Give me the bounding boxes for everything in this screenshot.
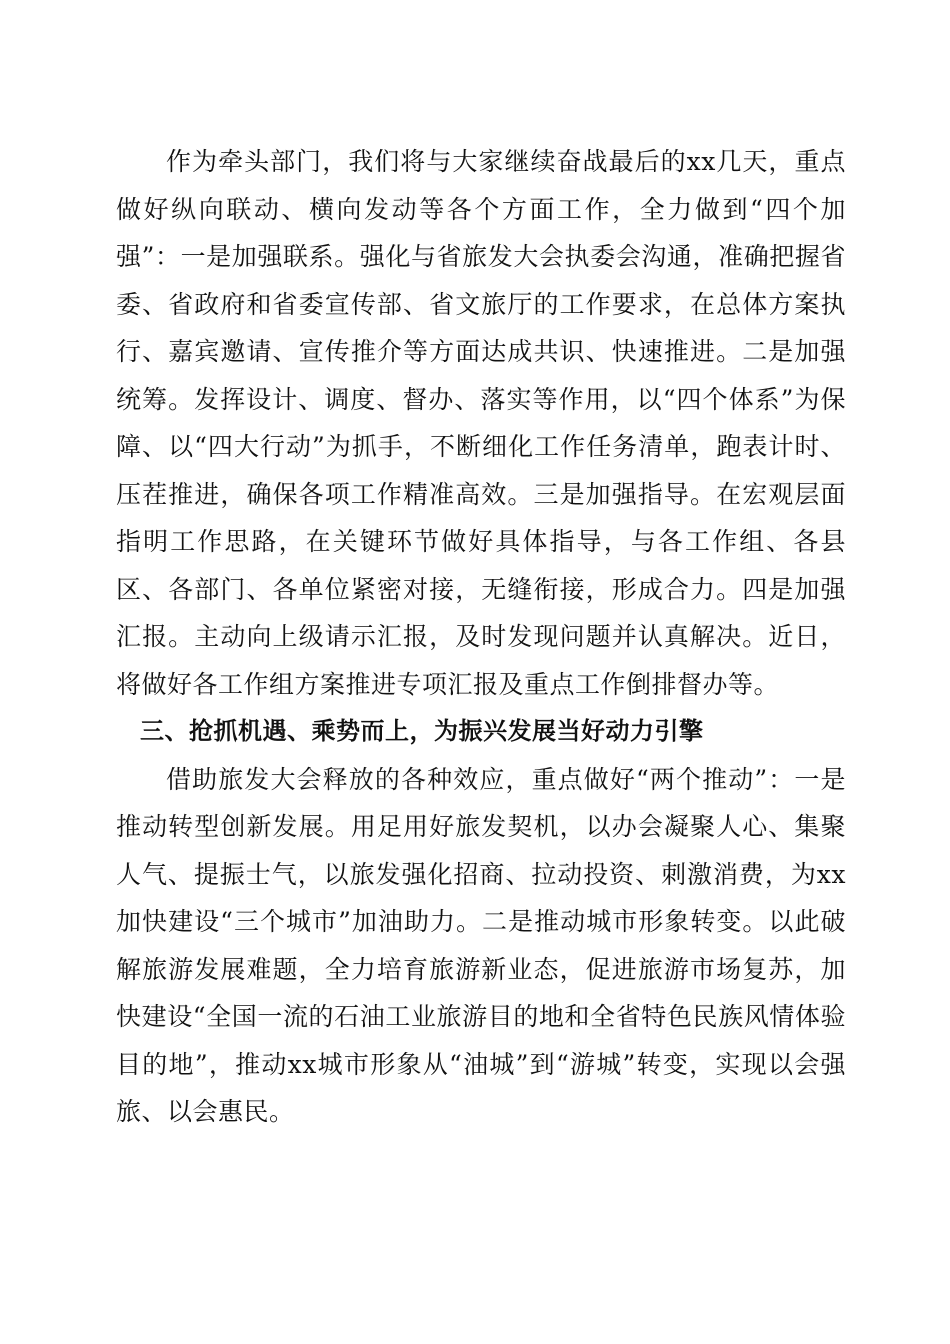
paragraph-four-strengthenings: 作为牵头部门，我们将与大家继续奋战最后的xx几天，重点做好纵向联动、横向发动等各个方面工作，全力做到“四个加强”：一是加强联系。强化与省旅发大会执委会沟通，准确把握省委、省政府和省委宣传部、省文旅厅的工作要求，在总体方案执行、嘉宾邀请、宣传推介等方面达成共识、快速推进。二是加强统筹。发挥设计、调度、督办、落实等作用，以“四个体系”为保障、以“四大行动”为抓手，不断细化工作任务清单，跑表计时、压茬推进，确保各项工作精准高效。三是加强指导。在宏观层面指明工作思路，在关键环节做好具体指导，与各工作组、各县区、各部门、各单位紧密对接，无缝衔接，形成合力。四是加强汇报。主动向上级请示汇报，及时发现问题并认真解决。近日，将做好各工作组方案推进专项汇报及重点工作倒排督办等。 — [116, 147, 846, 699]
paragraph-two-promotions: 借助旅发大会释放的各种效应，重点做好“两个推动”：一是推动转型创新发展。用足用好旅发契机，以办会凝聚人心、集聚人气、提振士气，以旅发强化招商、拉动投资、刺激消费，为xx加快建设“三个城市”加油助力。二是推动城市形象转变。以此破解旅游发展难题，全力培育旅游新业态，促进旅游市场复苏，加快建设“全国一流的石油工业旅游目的地和全省特色民族风情体验目的地”，推动xx城市形象从“油城”到“游城”转变，实现以会强旅、以会惠民。 — [116, 764, 846, 1126]
document-body — [116, 138, 846, 1136]
section-heading-3: 三、抢抓机遇、乘势而上，为振兴发展当好动力引擎 — [140, 717, 704, 745]
